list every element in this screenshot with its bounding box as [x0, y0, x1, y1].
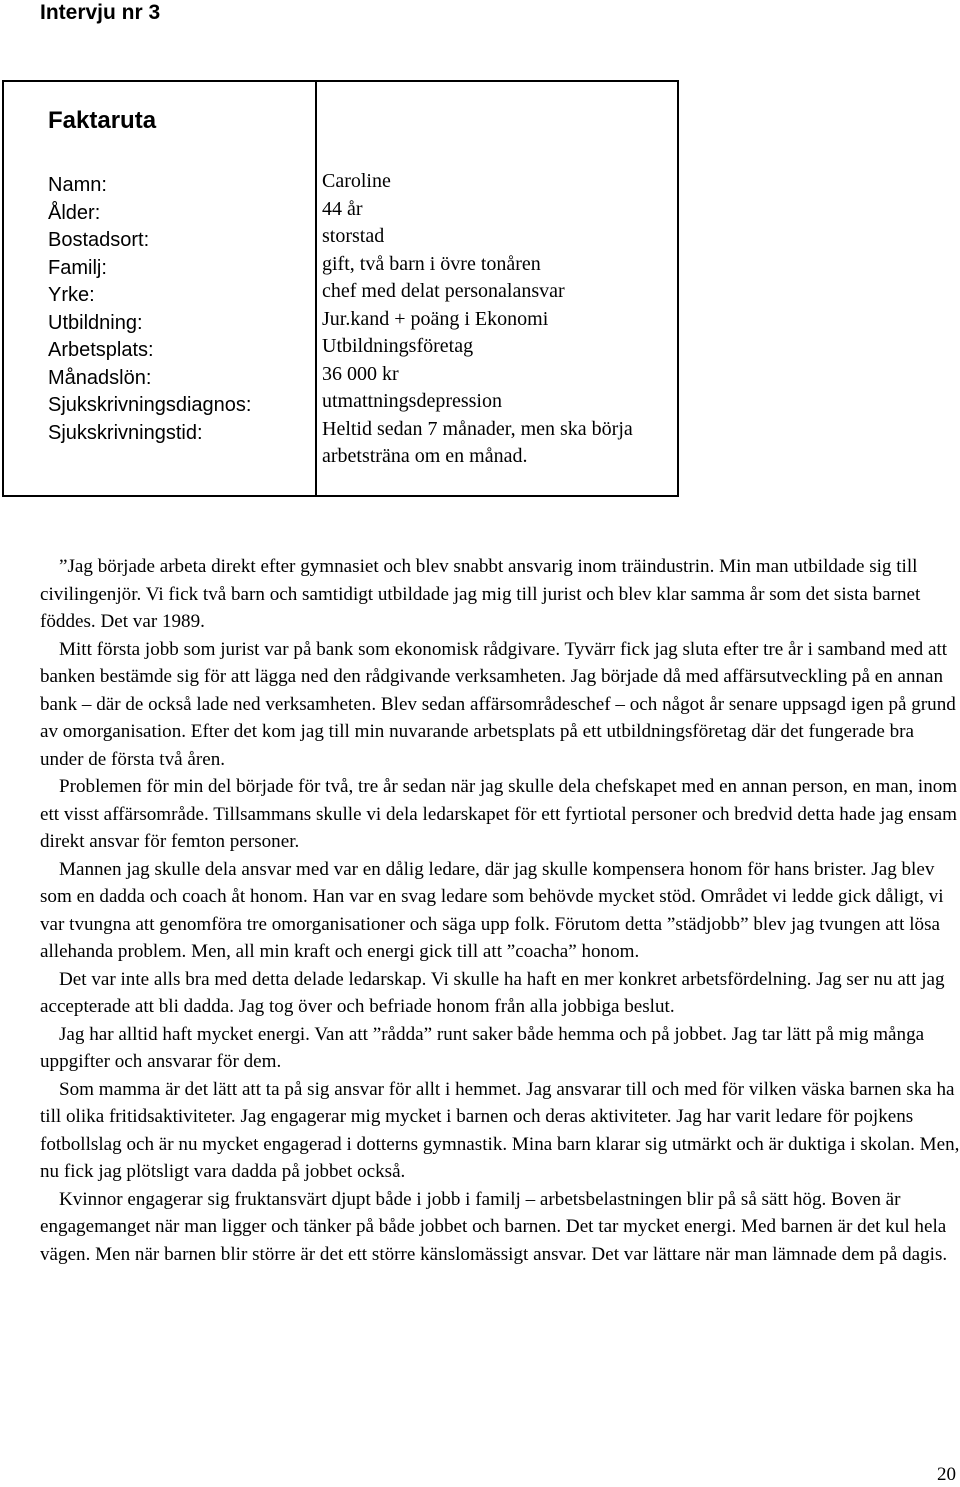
fact-value-alder: 44 år	[322, 197, 363, 220]
paragraph-8: Kvinnor engagerar sig fruktansvärt djupt både i jobb i familj – arbetsbelastningen blir på så sätt hög. Boven är engagemanget när man ligger och tänker på både jobbet och barnen. Det tar mycket energi. Med barnen är det kul hela vägen. Men när barnen blir större är det ett större känslomässigt ansvar. Det var lättare när man lämnade dem på dagis.	[40, 1188, 948, 1265]
fact-value-sjukskrivningsdiagnos: utmattningsdepression	[322, 390, 502, 412]
fact-box-divider	[315, 82, 317, 495]
fact-label-yrke: Yrke:	[48, 284, 95, 306]
fact-label-bostadsort: Bostadsort:	[48, 229, 150, 251]
fact-label-sjukskrivningsdiagnos: Sjukskrivningsdiagnos:	[48, 394, 252, 416]
fact-value-utbildning: Jur.kand + poäng i Ekonomi	[322, 307, 549, 330]
fact-box	[2, 80, 679, 497]
fact-labels	[48, 172, 251, 447]
fact-value-sjukskrivningstid: Heltid sedan 7 månader, men ska börja arbetsträna om en månad.	[322, 417, 633, 467]
fact-box-title: Faktaruta	[48, 107, 157, 134]
paragraph-7: Som mamma är det lätt att ta på sig ansvar för allt i hemmet. Jag ansvarar till och med för vilken väska barnen ska ha till olika fritidsaktiviteter. Jag engagerar mig mycket i barnen och deras aktiviteter. Jag har varit ledare för pojkens fotbollslag och är nu mycket engagerad i dotterns gymnastik. Mina barn klarar sig utmärkt och är duktiga i skolan. Men, nu fick jag plötsligt vara dadda på jobbet också.	[40, 1078, 960, 1182]
fact-values	[322, 168, 662, 471]
fact-value-manadslon: 36 000 kr	[322, 362, 399, 385]
paragraph-2: Mitt första jobb som jurist var på bank som ekonomisk rådgivare. Tyvärr fick jag sluta efter tre år i samband med att banken bestämde sig för att lägga ned den rådgivande verksamheten. Jag började då med affärsutveckling på en annan bank – där de också lade ned verksamheten. Blev sedan affärsområdeschef – och något år senare uppsagd igen på grund av omorganisation. Efter det kom jag till min nuvarande arbetsplats på ett utbildningsföretag där det fungerade bra under de första två åren.	[40, 638, 956, 770]
interview-text	[40, 553, 960, 1268]
fact-label-alder: Ålder:	[48, 201, 101, 224]
fact-value-arbetsplats: Utbildningsföretag	[322, 335, 474, 357]
page-heading: Intervju nr 3	[40, 1, 161, 24]
fact-label-familj: Familj:	[48, 256, 107, 279]
fact-label-namn: Namn:	[48, 174, 107, 196]
fact-label-utbildning: Utbildning:	[48, 311, 143, 334]
fact-label-manadslon: Månadslön:	[48, 366, 152, 389]
paragraph-4: Mannen jag skulle dela ansvar med var en dålig ledare, där jag skulle kompensera honom för hans brister. Jag blev som en dadda och coach åt honom. Han var en svag ledare som behövde mycket stöd. Området vi ledde gick dåligt, vi var tvungna att genomföra tre omorganisationer och säga upp folk. Förutom detta ”städjobb” blev jag tvungen att lösa allehanda problem. Men, all min kraft och energi gick till att ”coacha” honom.	[40, 858, 944, 962]
fact-value-yrke: chef med delat personalansvar	[322, 280, 565, 302]
paragraph-5: Det var inte alls bra med detta delade ledarskap. Vi skulle ha haft en mer konkret arbetsfördelning. Jag ser nu att jag accepterade att bli dadda. Jag tog över och befriade honom från alla jobbiga beslut.	[40, 968, 945, 1017]
fact-value-familj: gift, två barn i övre tonåren	[322, 252, 541, 275]
fact-value-namn: Caroline	[322, 170, 391, 192]
fact-value-bostadsort: storstad	[322, 225, 385, 247]
paragraph-3: Problemen för min del började för två, tre år sedan när jag skulle dela chefskapet med en annan person, en man, inom ett visst affärsområde. Tillsammans skulle vi dela ledarskapet för ett fyrtiotal personer och bredvid detta hade jag ensam direkt ansvar för femton personer.	[40, 776, 958, 852]
paragraph-1: ”Jag började arbeta direkt efter gymnasiet och blev snabbt ansvarig inom träindustrin. Min man utbildade sig till civilingenjör. Vi fick två barn och samtidigt utbildade jag mig till jurist och blev klar samma år som det sista barnet föddes. Det var 1989.	[40, 556, 921, 632]
fact-label-arbetsplats: Arbetsplats:	[48, 339, 154, 361]
paragraph-6: Jag har alltid haft mycket energi. Van att ”rådda” runt saker både hemma och på jobbet. Jag tar lätt på mig många uppgifter och ansvarar för dem.	[40, 1023, 925, 1072]
fact-label-sjukskrivningstid: Sjukskrivningstid:	[48, 421, 203, 444]
page-number: 20	[937, 1464, 956, 1485]
